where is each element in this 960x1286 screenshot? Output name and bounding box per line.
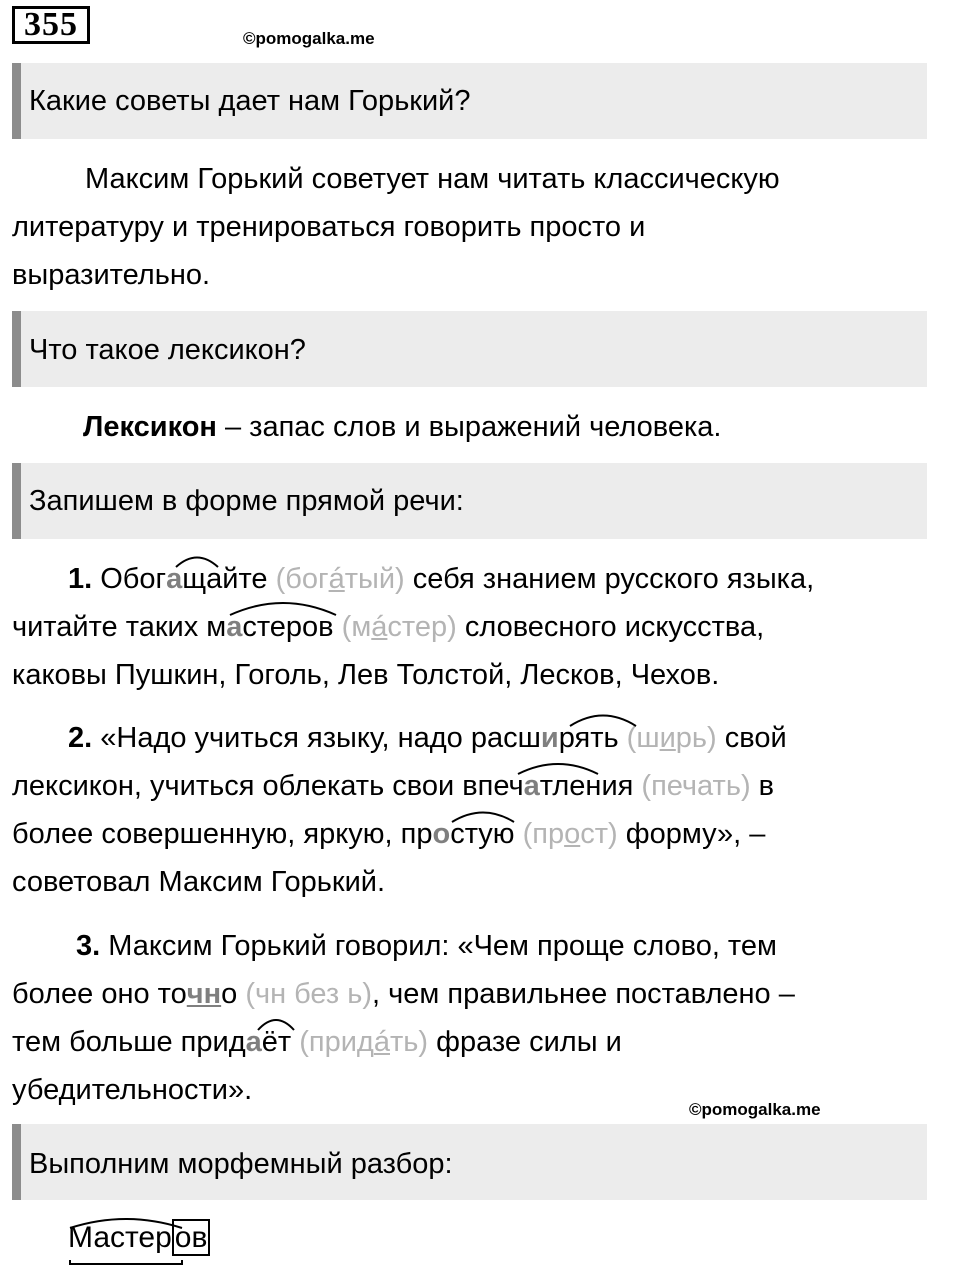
definition-text: – запас слов и выражений человека.	[216, 411, 722, 443]
check-word: (ширь)	[626, 722, 717, 754]
item-2-line-4: советовал Максим Горький.	[12, 866, 386, 898]
check-word: (мáстер)	[341, 611, 457, 643]
item-3-line-3: тем больше придаёт (придáть) фразе силы и	[12, 1026, 622, 1058]
morpheme-analysis	[68, 1218, 210, 1258]
check-word: (богáтый)	[275, 563, 405, 595]
question-2: Что такое лексикон?	[12, 311, 927, 387]
question-4: Выполним морфемный разбор:	[12, 1124, 927, 1200]
item-3-line-1: 3. Максим Горький говорил: «Чем проще слово, тем	[76, 930, 777, 962]
morph-ending: ов	[172, 1219, 211, 1256]
item-1-line-2: читайте таких мастеров (мáстер) словесного искусства,	[12, 611, 765, 643]
check-word: (печать)	[641, 770, 751, 802]
question-3: Запишем в форме прямой речи:	[12, 463, 927, 539]
root-arc-vpechatleniya	[518, 764, 598, 774]
item-2-number: 2.	[68, 722, 93, 754]
stem-bracket	[70, 1260, 182, 1264]
check-word: (чн без ь)	[245, 978, 373, 1010]
item-3-number: 3.	[76, 930, 101, 962]
watermark-bottom: ©pomogalka.me	[689, 1100, 821, 1119]
item-1-line-3: каковы Пушкин, Гоголь, Лев Толстой, Лесков, Чехов.	[12, 659, 720, 691]
item-2-line-3: более совершенную, яркую, простую (прост) форму», –	[12, 818, 766, 850]
root-arc-prostuyu	[452, 813, 514, 823]
root-arc-rasshiryat	[570, 716, 636, 727]
answer-1-line-3: выразительно.	[12, 259, 211, 291]
check-word: (прост)	[522, 818, 618, 850]
morph-stem: Мастер	[68, 1221, 172, 1254]
item-2-line-1: 2. «Надо учиться языку, надо расширять (ширь) свой	[68, 722, 787, 754]
answer-1-line-2: литературу и тренироваться говорить просто и	[12, 211, 646, 243]
check-word: (придáть)	[299, 1026, 429, 1058]
watermark-top: ©pomogalka.me	[243, 29, 375, 48]
root-arc-masterov	[230, 603, 336, 615]
root-arc-pridayot	[258, 1020, 294, 1030]
item-1-number: 1.	[68, 563, 93, 595]
item-2-line-2: лексикон, учиться облекать свои впечатления (печать) в	[12, 770, 775, 802]
root-arc-obogashchayte	[176, 558, 218, 568]
item-3-line-4: убедительности».	[12, 1074, 253, 1106]
exercise-number: 355	[12, 6, 90, 44]
item-1-line-1: 1. Обогащайте (богáтый) себя знанием русского языка,	[68, 563, 815, 595]
question-1: Какие советы дает нам Горький?	[12, 63, 927, 139]
term-lexicon: Лексикон	[83, 411, 217, 443]
item-3-line-2: более оно точно (чн без ь), чем правильнее поставлено –	[12, 978, 795, 1010]
answer-1-line-1: Максим Горький советует нам читать классическую	[85, 163, 780, 195]
